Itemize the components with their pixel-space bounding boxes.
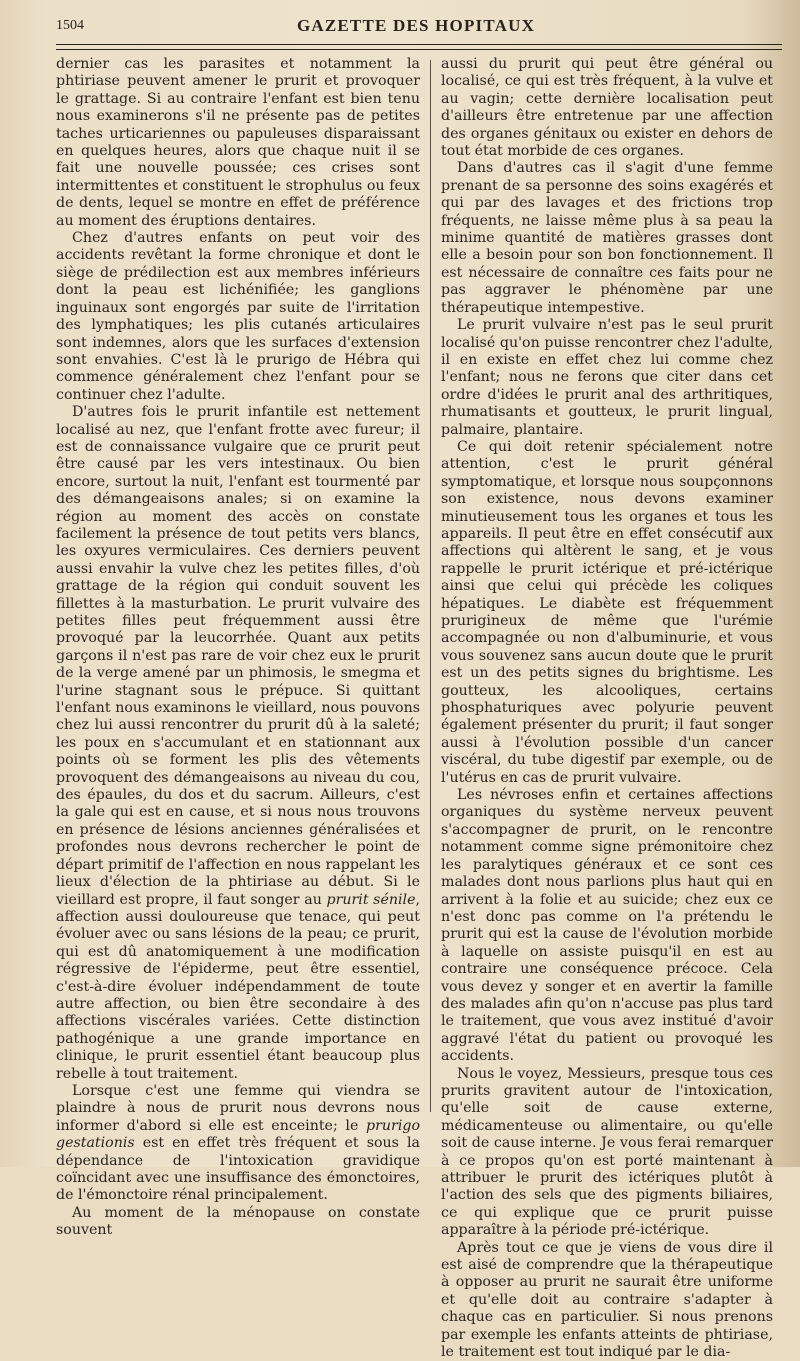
right-column-paragraph bbox=[441, 1066, 773, 1240]
paragraph-text: est en effet très fréquent et sous la dépendance de l'intoxication gravidique coïncidant avec une insuffisance des émonctoires, de l'émonctoire rénal principalement. bbox=[56, 1135, 420, 1204]
header-rule-thick bbox=[56, 44, 782, 45]
right-column-paragraph bbox=[441, 317, 773, 439]
left-column-paragraph bbox=[56, 1205, 420, 1240]
paragraph-text: Ce qui doit retenir spécialement notre attention, c'est le prurit général symptomatique, et lorsque nous soupçonnons son existence, nous devons examiner minutieusement tous les organes et tous les appareils. Il peut être en effet consécutif aux affections qui altèrent le sang, et je vous rappelle le prurit ictérique et pré-ictérique ainsi que celui qui précède les coliques hépatiques. Le diabète est fréquemment prurigineux de même que l'urémie accompagnée ou non d'albuminurie, et vous vous souvenez sans aucun doute que le prurit est un des petits signes du brightisme. Les goutteux, les alcooliques, certains phosphaturiques avec polyurie peuvent également présenter du prurit; il faut songer aussi à l'évolution possible d'un cancer viscéral, du tube digestif par exemple, ou de l'utérus en cas de prurit vulvaire. bbox=[441, 438, 773, 786]
left-column-paragraph bbox=[56, 1083, 420, 1205]
page-header bbox=[56, 16, 776, 40]
journal-title: GAZETTE DES HOPITAUX bbox=[296, 16, 536, 35]
paragraph-text: Les névroses enfin et certaines affections organiques du système nerveux peuvent s'accompagner de prurit, on le rencontre notamment comme signe prémonitoire chez les paralytiques généraux et ce sont ces malades dont nous parlions plus haut qui en arrivent à la folie et au suicide; chez eux ce n'est donc pas comme on l'a prétendu le prurit qui est la cause de l'évolution morbide à laquelle on assiste puisqu'il en est au contraire une conséquence précoce. Cela vous devez y songer et en avertir la famille des malades afin qu'on n'accuse pas plus tard le traitement, que vous avez institué d'avoir aggravé l'état du patient ou provoqué les accidents. bbox=[441, 787, 773, 1065]
paragraph-text: Chez d'autres enfants on peut voir des accidents revêtant la forme chronique et dont le siège de prédilection est aux membres inférieurs dont la peau est lichénifiée; les ganglions inguinaux sont engorgés par suite de l'irritation des lymphatiques; les plis cutanés articulaires sont indemnes, alors que les surfaces d'extension sont envahies. C'est là le prurigo de Hébra qui commence généralement chez l'enfant pour se continuer chez l'adulte. bbox=[56, 230, 420, 403]
paragraph-text: Nous le voyez, Messieurs, presque tous ces prurits gravitent autour de l'intoxication, qu'elle soit de cause externe, médicamenteuse ou alimentaire, ou qu'elle soit de cause interne. Je vous ferai remarquer à ce propos qu'on est porté maintenant à attribuer le prurit des ictériques plutôt à l'action des sels que des pigments biliaires, ce qui explique que ce prurit puisse apparaître à la période pré-ictérique. bbox=[441, 1065, 773, 1239]
right-column-paragraph bbox=[441, 787, 773, 1066]
italic-term: prurigo gestationis bbox=[56, 1117, 420, 1152]
right-column-paragraph bbox=[441, 439, 773, 787]
column-divider bbox=[430, 60, 431, 1112]
left-column bbox=[56, 56, 420, 1240]
right-column-paragraph bbox=[441, 56, 773, 160]
left-column-paragraph bbox=[56, 230, 420, 404]
paragraph-text: Dans d'autres cas il s'agit d'une femme prenant de sa personne des soins exagérés et qui par des lavages et des frictions trop fréquents, ne laisse même plus à sa peau la minime quantité de matières grasses dont elle a besoin pour son bon fonctionnement. Il est nécessaire de connaître ces faits pour ne pas aggraver le phénomène par une thérapeutique intempestive. bbox=[441, 160, 773, 316]
left-column-paragraph bbox=[56, 56, 420, 230]
paragraph-text: aussi du prurit qui peut être général ou localisé, ce qui est très fréquent, à la vulve et au vagin; cette dernière localisation peut d'ailleurs être entretenue par une affection des organes génitaux ou exister en dehors de tout état morbide de ces organes. bbox=[441, 56, 773, 160]
paragraph-text: Lorsque c'est une femme qui viendra se plaindre à nous de prurit nous devrons nous informer d'abord si elle est enceinte; le bbox=[56, 1082, 420, 1134]
paragraph-text: , affection aussi douloureuse que tenace, qui peut évoluer avec ou sans lésions de la peau; ce prurit, qui est dû anatomiquement à une modification régressive de l'épiderme, peut être essentiel, c'est-à-dire évoluer indépendamment de toute autre affection, ou bien être secondaire à des affections viscérales variées. Cette distinction pathogénique a une grande importance en clinique, le prurit essentiel étant beaucoup plus rebelle à tout traitement. bbox=[56, 891, 420, 1082]
left-column-paragraph bbox=[56, 404, 420, 1083]
paragraph-text: Au moment de la ménopause on constate souvent bbox=[56, 1204, 420, 1239]
paragraph-text: Le prurit vulvaire n'est pas le seul prurit localisé qu'on puisse rencontrer chez l'adulte, il en existe en effet chez lui comme chez l'enfant; nous ne ferons que citer dans cet ordre d'idées le prurit anal des arthritiques, rhumatisants et goutteux, le prurit lingual, palmaire, plantaire. bbox=[441, 317, 773, 438]
paragraph-text: D'autres fois le prurit infantile est nettement localisé au nez, que l'enfant frotte avec fureur; il est de connaissance vulgaire que ce prurit peut être causé par les vers intestinaux. Ou bien encore, surtout la nuit, l'enfant est tourmenté par des démangeaisons anales; si on examine la région au moment des accès on constate facilement la présence de tout petits vers blancs, les oxyures vermiculaires. Ces derniers peuvent aussi envahir la vulve chez les petites filles, d'où grattage de la région qui conduit souvent les fillettes à la masturbation. Le prurit vulvaire des petites filles peut fréquemment aussi être provoqué par la leucorrhée. Quant aux petits garçons il n'est pas rare de voir chez eux le prurit de la verge amené par un phimosis, le smegma et l'urine stagnant sous le prépuce. Si quittant l'enfant nous examinons le vieillard, nous pouvons chez lui aussi rencontrer du prurit dû à la saleté; les poux en s'accumulant et en stationnant aux points où se forment les plis des vêtements provoquent des démangeaisons au niveau du cou, des épaules, du dos et du sacrum. Ailleurs, c'est la gale qui est en cause, et si nous nous trouvons en présence de lésions anciennes généralisées et profondes nous devrons rechercher le point de départ primitif de l'affection en nous rappelant les lieux d'élection de la phtiriase au début. Si le vieillard est propre, il faut songer au bbox=[56, 404, 420, 908]
right-column-paragraph bbox=[441, 160, 773, 317]
right-column bbox=[441, 56, 773, 1361]
italic-term: prurit sénile bbox=[326, 891, 416, 908]
header-rule-thin bbox=[56, 49, 782, 50]
page-number: 1504 bbox=[56, 18, 84, 33]
paragraph-text: dernier cas les parasites et notamment la phtiriase peuvent amener le prurit et provoquer le grattage. Si au contraire l'enfant est bien tenu nous examinerons s'il ne présente pas de petites taches urticariennes ou papuleuses disparaissant en quelques heures, alors que chaque nuit il se fait une nouvelle poussée; ces crises sont intermittentes et constituent le strophulus ou feux de dents, lequel se montre en effet de préférence au moment des éruptions dentaires. bbox=[56, 56, 420, 229]
paragraph-text: Après tout ce que je viens de vous dire il est aisé de comprendre que la thérapeutique à opposer au prurit ne saurait être uniforme et qu'elle doit au contraire s'adapter à chaque cas en particulier. Si nous prenons par exemple les enfants atteints de phtiriase, le traitement est tout indiqué par le dia- bbox=[441, 1239, 773, 1361]
right-column-paragraph bbox=[441, 1240, 773, 1361]
